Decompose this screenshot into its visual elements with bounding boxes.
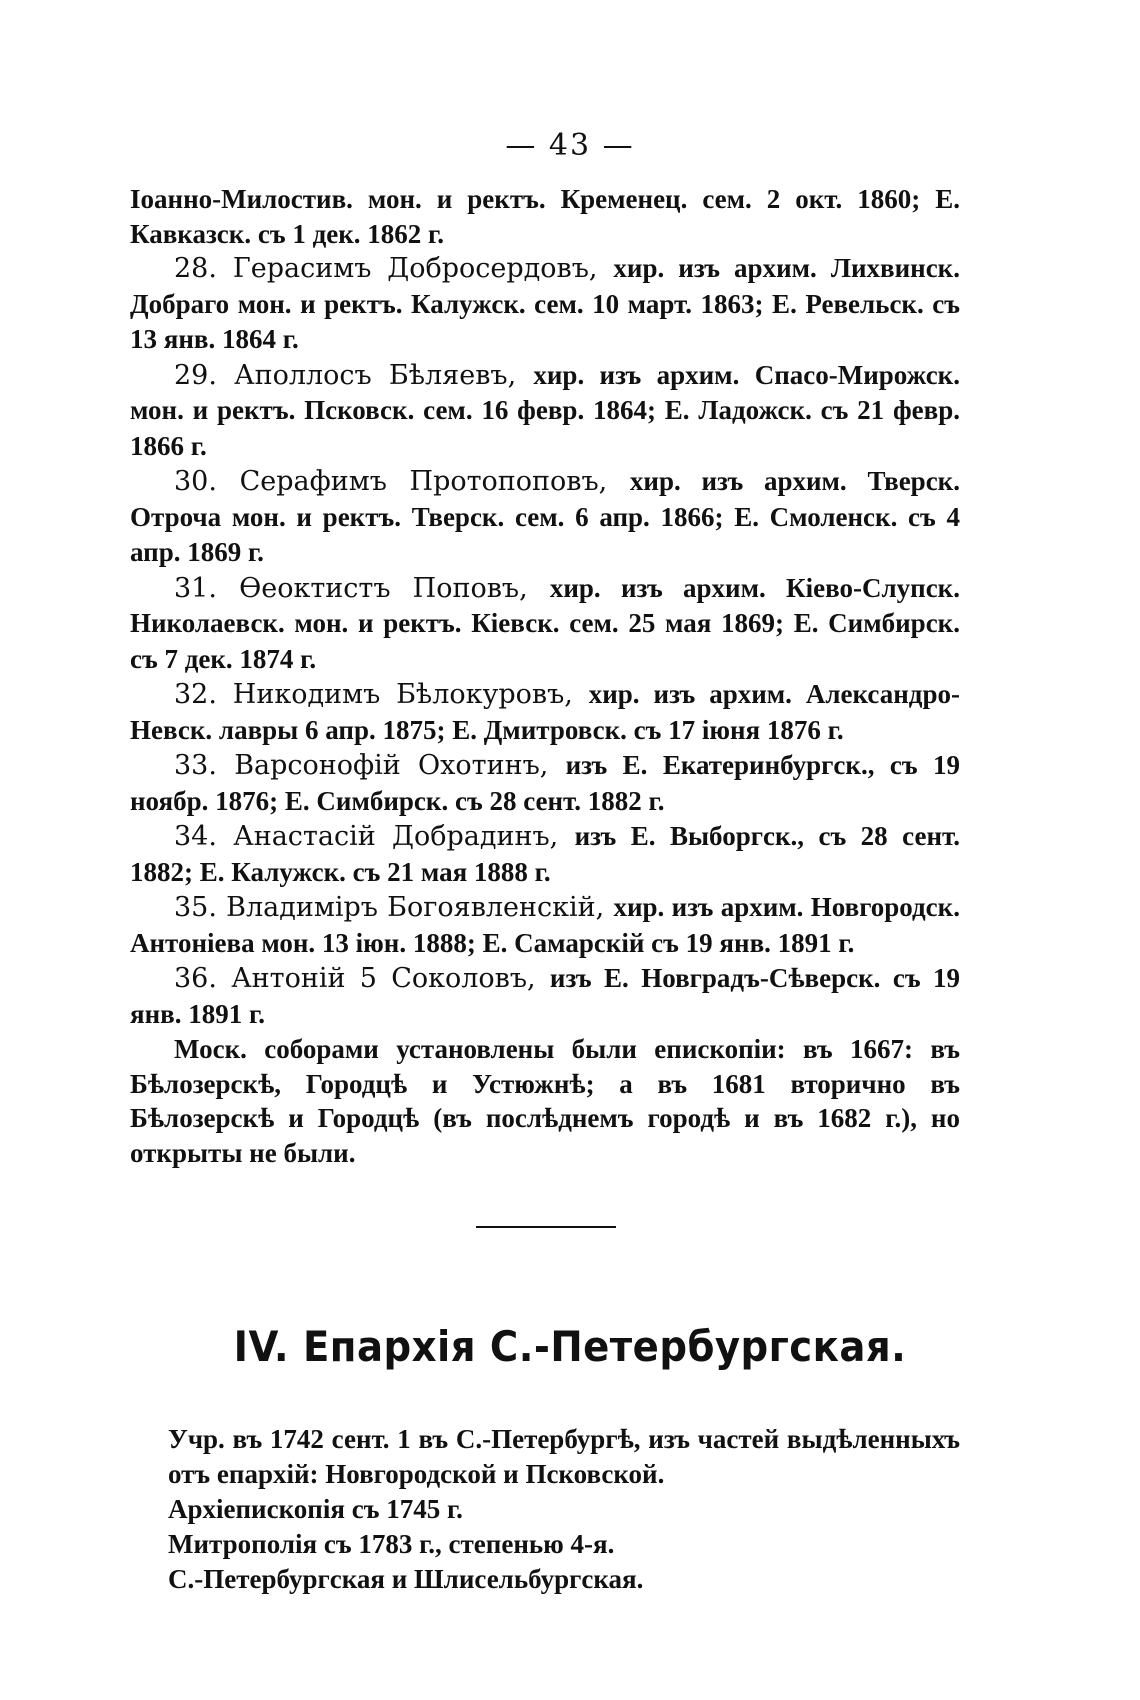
entry-details: хир. изъ архим. Лихвинск. Добраго мон. и ректъ. Калужск. сем. 10 март. 1863; Е. Ревельск. съ 13 янв. 1864 г. [130, 253, 960, 354]
entry-33 [130, 748, 960, 819]
entry-32 [130, 677, 960, 748]
intro-line: С.-Петербургская и Шлисельбургская. [168, 1564, 644, 1594]
entry-34 [130, 819, 960, 890]
entry-name: Аполлосъ Бѣляевъ, [234, 359, 517, 391]
intro-line: Митрополія съ 1783 г., степенью 4-я. [168, 1529, 615, 1559]
entry-details: хир. изъ архим. Александро-Невск. лавры 6 апр. 1875; Е. Дмитровск. съ 17 іюня 1876 г. [130, 679, 960, 745]
entry-name: Анастасій Добрадинъ, [233, 821, 559, 852]
section-divider [476, 1226, 616, 1228]
entry-details: изъ Е. Выборгск., съ 28 сент. 1882; Е. Калужск. съ 21 мая 1888 г. [130, 821, 960, 887]
entry-number: 29. [174, 359, 217, 391]
entry-name: Никодимъ Бѣлокуровъ, [232, 679, 573, 710]
entry-name: Ѳеоктистъ Поповъ, [239, 572, 528, 604]
entry-details: изъ Е. Новградъ-Сѣверск. съ 19 янв. 1891 г. [130, 963, 960, 1029]
closing-note: Моск. соборами установлены были епископіи: въ 1667: въ Бѣлозерскѣ, Городцѣ и Устюжнѣ; а въ 1681 вторично въ Бѣлозерскѣ и Городцѣ (въ послѣднемъ городѣ и въ 1682 г.), но открыты не были. [130, 1034, 960, 1168]
intro-line: Архіепископія съ 1745 г. [168, 1494, 463, 1524]
entry-36 [130, 961, 960, 1032]
entry-details: хир. изъ архим. Тверск. Отроча мон. и ректъ. Тверск. сем. 6 апр. 1866; Е. Смоленск. съ 4 апр. 1869 г. [130, 466, 960, 567]
entry-name: Владиміръ Богоявленскій, [226, 892, 605, 923]
entry-details: хир. изъ архим. Кіево-Слупск. Николаевск. мон. и ректъ. Кіевск. сем. 25 мая 1869; Е. Симбирск. съ 7 дек. 1874 г. [130, 572, 960, 674]
entry-number: 31. [174, 572, 217, 604]
top-continuation: Іоанно-Милостив. мон. и ректъ. Кременец. сем. 2 окт. 1860; Е. Кавказск. съ 1 дек. 1862 г. [130, 184, 960, 249]
entry-details: хир. изъ архим. Спасо-Мирожск. мон. и ректъ. Псковск. сем. 16 февр. 1864; Е. Ладожск. съ 21 февр. 1866 г. [130, 359, 960, 461]
entry-name: Варсонофій Охотинъ, [234, 750, 549, 781]
entry-details: изъ Е. Екатеринбургск., съ 19 ноябр. 1876; Е. Симбирск. съ 28 сент. 1882 г. [130, 750, 960, 816]
entry-number: 33. [174, 750, 217, 781]
entry-30 [130, 464, 960, 571]
entry-number: 30. [174, 466, 217, 497]
section-title: IV. Епархія С.-Петербургская. [233, 1322, 907, 1371]
section-intro [168, 1422, 960, 1597]
entry-details: хир. изъ архим. Новгородск. Антоніева мон. 13 іюн. 1888; Е. Самарскій съ 19 янв. 1891 г. [130, 892, 960, 958]
entry-number: 32. [174, 679, 217, 710]
entry-29 [130, 358, 960, 465]
entry-35 [130, 890, 960, 961]
page-number: — 43 — [505, 128, 635, 163]
entry-number: 35. [174, 892, 217, 923]
entry-28 [130, 251, 960, 358]
entry-31 [130, 571, 960, 678]
entry-name: Антоній 5 Соколовъ, [231, 963, 536, 994]
entry-number: 36. [174, 963, 217, 994]
intro-line: Учр. въ 1742 сент. 1 въ С.-Петербургѣ, изъ частей выдѣленныхъ отъ епархій: Новгородской и Псковской. [168, 1424, 960, 1489]
entry-number: 28. [174, 253, 217, 284]
entry-number: 34. [174, 821, 217, 852]
entry-name: Герасимъ Добросердовъ, [232, 253, 598, 284]
entry-name: Серафимъ Протопоповъ, [239, 466, 608, 497]
text-column [130, 182, 960, 1170]
